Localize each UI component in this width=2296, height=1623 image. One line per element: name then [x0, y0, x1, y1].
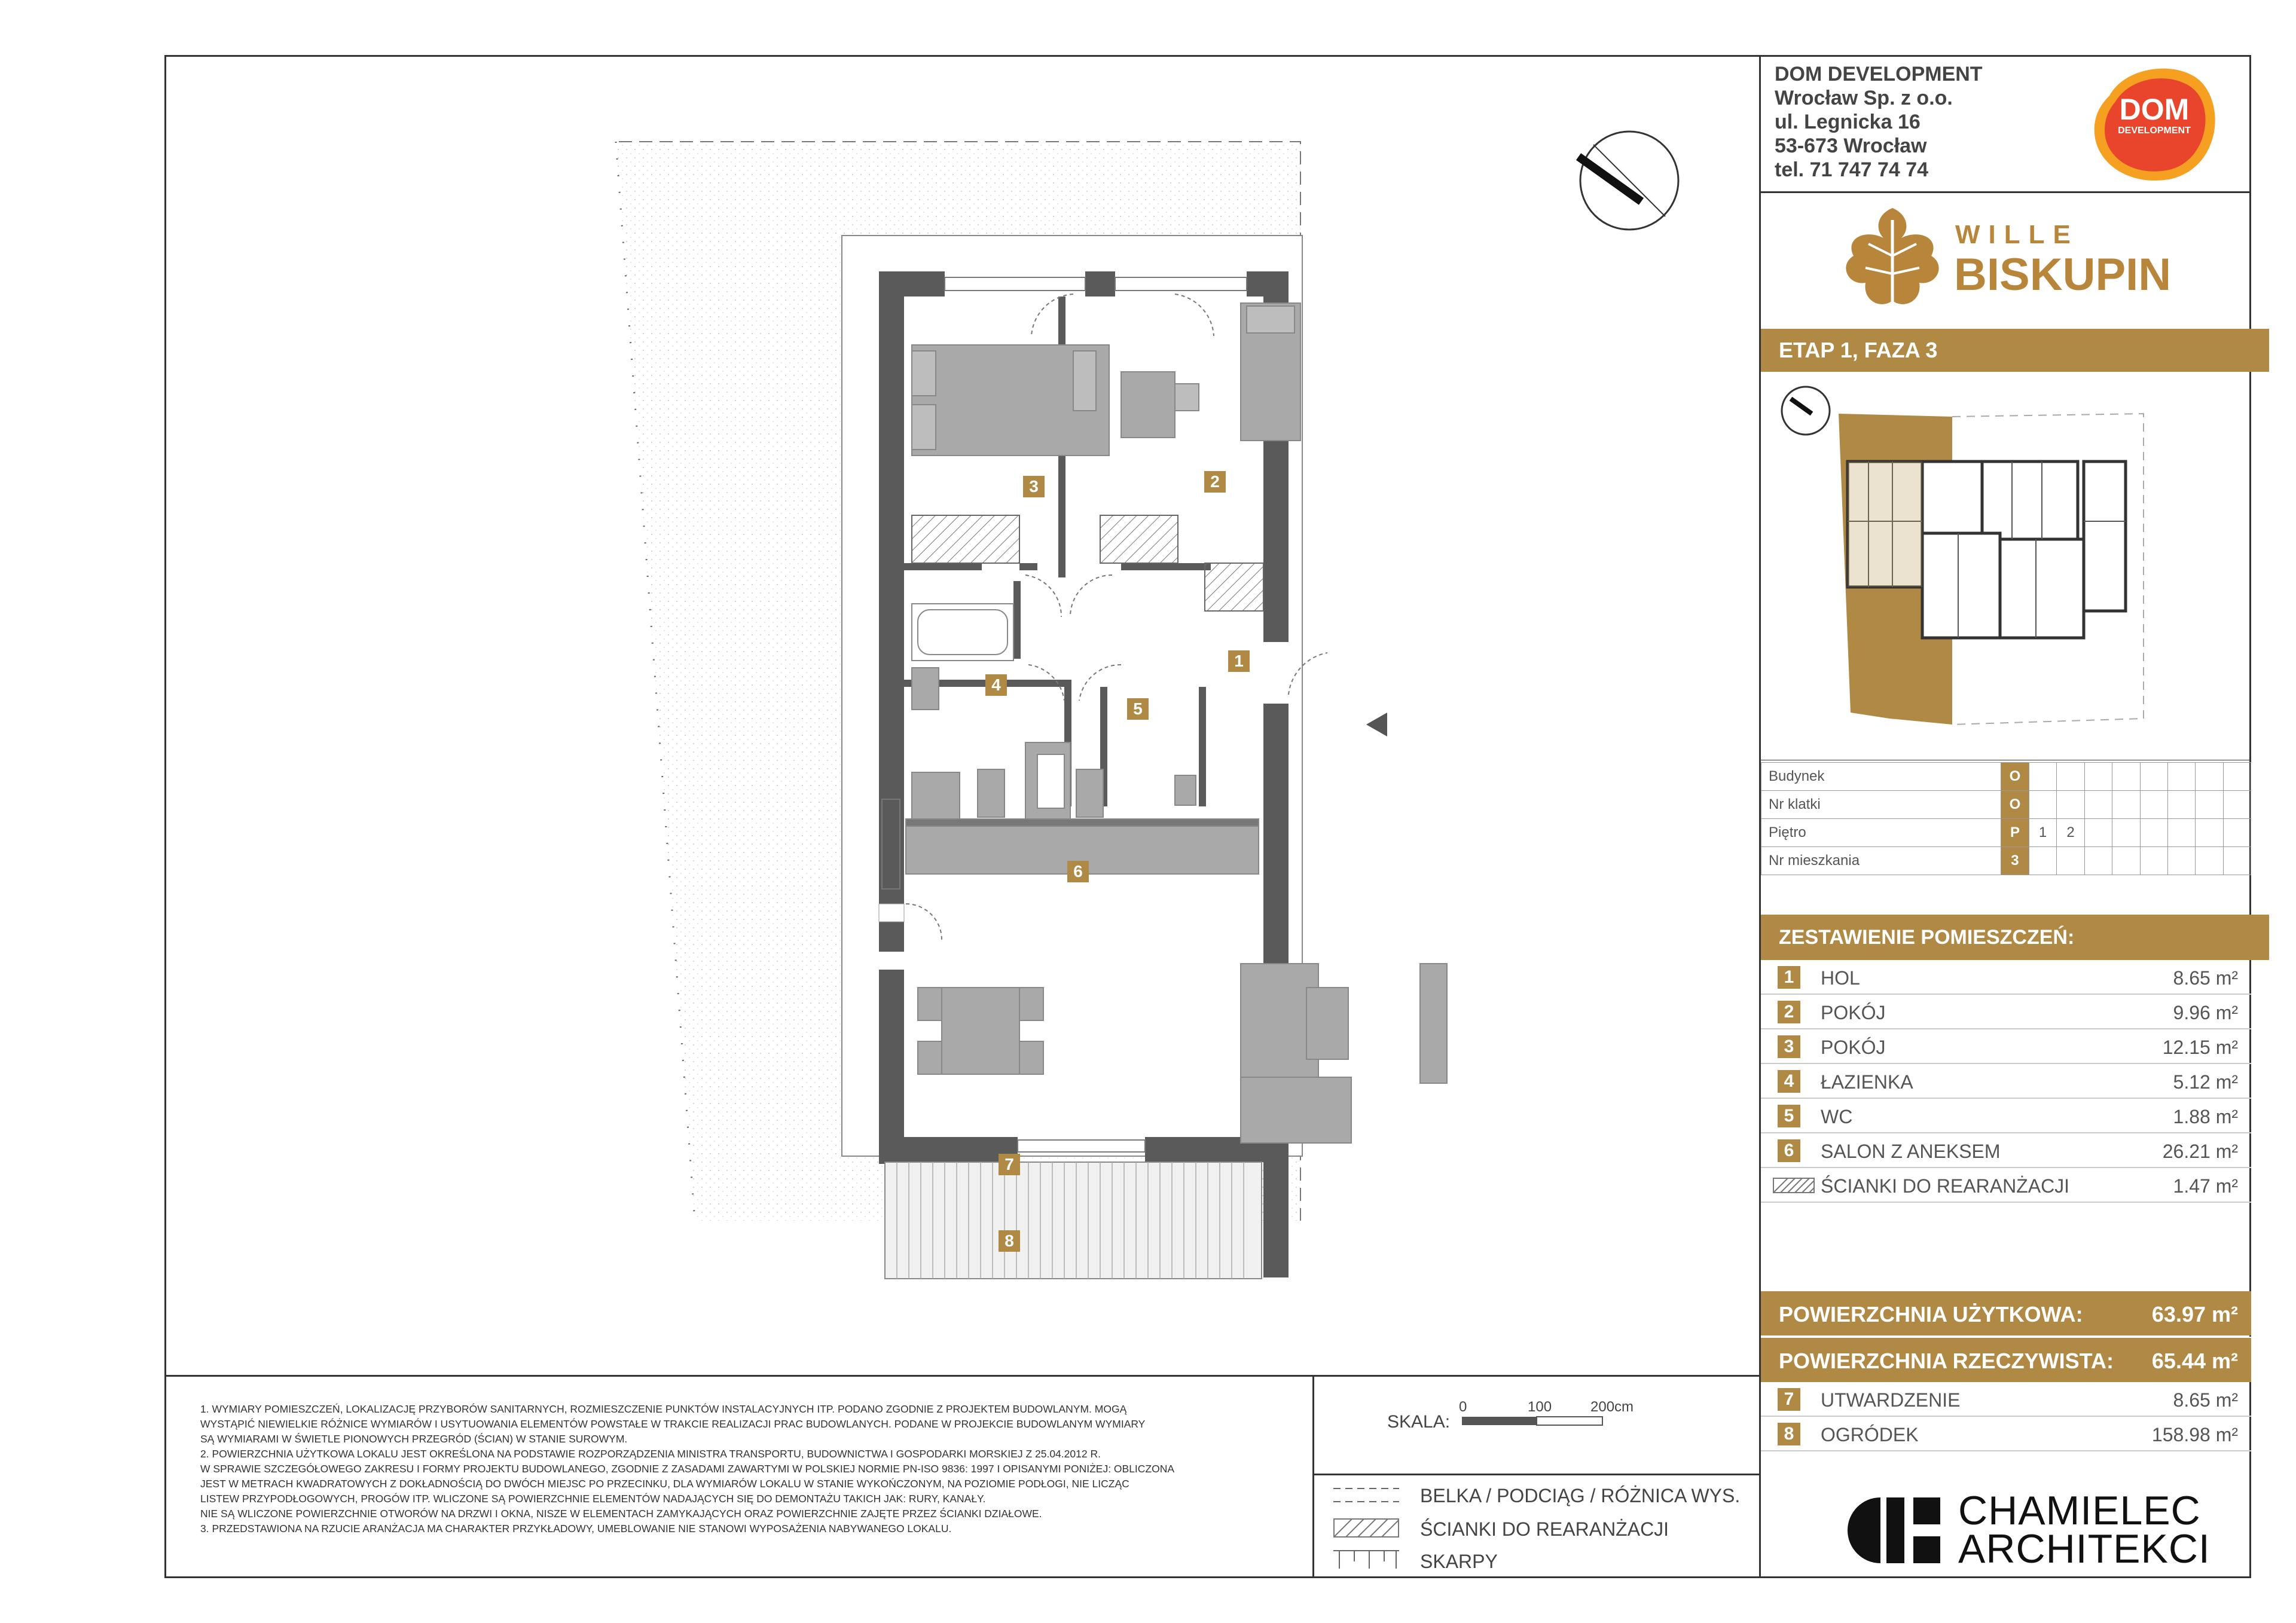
oak-leaf-icon — [1836, 196, 1949, 316]
room-row — [1761, 1168, 2251, 1203]
room-area: 1.47 m² — [2173, 1175, 2238, 1197]
room-name: POKÓJ — [1821, 1037, 1886, 1058]
note-line: WYSTĄPIĆ NIEWIELKIE RÓŻNICE WYMIARÓW I USYTUOWANIA ELEMENTÓW POWSTAŁE W TRAKCIE REALIZACJI PRAC BUDOWLANYCH. PODANE W PROJEKCIE BUDOWLANYM WYMIARY — [200, 1418, 1146, 1430]
room-row — [1761, 960, 2251, 995]
info-label-floor: Piętro — [1761, 819, 2001, 847]
room-number: 4 — [1778, 1070, 1800, 1093]
room-number: 1 — [1778, 966, 1800, 989]
company-address — [1775, 62, 1983, 182]
room-name: WC — [1821, 1106, 1853, 1127]
room-row — [1761, 1099, 2251, 1133]
plan-label-3: 3 — [1023, 476, 1045, 497]
legend-divider — [1312, 1375, 1314, 1578]
logo-development-text: DEVELOPMENT — [2118, 126, 2191, 136]
note-line: W SPRAWIE SZCZEGÓŁOWEGO ZAKRESU I FORMY PROJEKTU BUDOWLANEGO, ZGODNIE Z ZASADAMI ZAWARTYMI W POLSKIEJ NORMIE PN-ISO 9836: 1997 I OPISANYMI PONIŻEJ: OBLICZONA — [200, 1463, 1175, 1475]
room-row — [1761, 1133, 2251, 1168]
total-usable-area — [1761, 1291, 2251, 1335]
total-usable-label: POWIERZCHNIA UŻYTKOWA: — [1779, 1302, 2083, 1326]
company-phone: tel. 71 747 74 74 — [1775, 158, 1929, 181]
hatch-swatch-icon — [1773, 1178, 1815, 1193]
room-name: ŚCIANKI DO REARANŻACJI — [1821, 1175, 2070, 1197]
plan-label-4: 4 — [985, 674, 1007, 696]
extra-area: 158.98 m² — [2151, 1424, 2238, 1445]
info-floor-p: P — [2001, 819, 2029, 847]
note-line: NIE SĄ WLICZONE POWIERZCHNIE OTWORÓW NA DRZWI I OKNA, NISZE W ELEMENTACH ZAMYKAJĄCYCH ORAZ POWIERZCHNIE ZAJĘTE PRZEZ ŚCIANKI DZIAŁOWE. — [200, 1508, 1042, 1520]
legend-slope-text: SKARPY — [1420, 1551, 1498, 1572]
note-line: 3. PRZEDSTAWIONA NA RZUCIE ARANŻACJA MA CHARAKTER PRZYKŁADOWY, UMEBLOWANIE NIE STANOWI WYPOSAŻENIA NABYWANEGO LOKALU. — [200, 1523, 952, 1535]
info-label-stairwell: Nr klatki — [1761, 791, 2001, 819]
room-area: 1.88 m² — [2173, 1106, 2238, 1127]
room-area: 5.12 m² — [2173, 1071, 2238, 1093]
scale-bar — [1462, 1416, 1605, 1428]
note-line: 2. POWIERZCHNIA UŻYTKOWA LOKALU JEST OKREŚLONA NA PODSTAWIE ROZPORZĄDZENIA MINISTRA TRANSPORTU, BUDOWNICTWA I GOSPODARKI MORSKIEJ Z 25.04.2012 R. — [200, 1448, 1101, 1460]
note-line: SĄ WYMIARAMI W ŚWIETLE PIONOWYCH PRZEGRÓD (ŚCIAN) W STANIE SUROWYM. — [200, 1433, 628, 1445]
company-name: DOM DEVELOPMENT — [1775, 63, 1983, 85]
architect-line1: CHAMIELEC — [1958, 1488, 2201, 1533]
site-key-plan — [1761, 372, 2251, 760]
scale-tick-200: 200cm — [1590, 1399, 1634, 1415]
room-area: 8.65 m² — [2173, 967, 2238, 989]
extra-row — [1761, 1382, 2251, 1417]
plan-label-6: 6 — [1067, 861, 1089, 882]
building-info-grid — [1761, 762, 2251, 875]
extra-name: OGRÓDEK — [1821, 1424, 1919, 1445]
plan-label-8: 8 — [999, 1230, 1020, 1252]
extra-name: UTWARDZENIE — [1821, 1389, 1961, 1411]
compass-icon — [1578, 132, 1678, 230]
extra-number: 7 — [1778, 1388, 1800, 1411]
room-name: ŁAZIENKA — [1821, 1071, 1913, 1093]
room-area: 26.21 m² — [2162, 1141, 2238, 1162]
chamielec-logo-icon — [1845, 1494, 1964, 1566]
room-row — [1761, 1029, 2251, 1064]
company-street: ul. Legnicka 16 — [1775, 111, 1921, 133]
scale-label: SKALA: — [1387, 1412, 1451, 1432]
total-real-label: POWIERZCHNIA RZECZYWISTA: — [1779, 1349, 2114, 1373]
info-stairwell-value: O — [2001, 791, 2029, 819]
plan-label-7: 7 — [999, 1154, 1020, 1175]
legend-top-line — [1312, 1474, 1761, 1475]
hatch-icon — [1333, 1518, 1399, 1538]
dom-development-logo — [2086, 60, 2223, 185]
room-name: SALON Z ANEKSEM — [1821, 1141, 2001, 1162]
extra-row — [1761, 1417, 2251, 1451]
company-entity: Wrocław Sp. z o.o. — [1775, 87, 1953, 109]
logo-dom-text: DOM — [2119, 93, 2190, 126]
room-row — [1761, 1064, 2251, 1099]
room-number: 6 — [1778, 1139, 1800, 1162]
slope-icon — [1333, 1549, 1399, 1570]
info-floor-1: 1 — [2029, 819, 2057, 847]
plan-label-1: 1 — [1228, 650, 1250, 672]
info-apartment-value: 3 — [2001, 847, 2029, 875]
legend-beam-text: BELKA / PODCIĄG / RÓŻNICA WYS. — [1420, 1485, 1741, 1506]
room-number: 2 — [1778, 1001, 1800, 1023]
plan-label-5: 5 — [1127, 698, 1149, 720]
total-real-value: 65.44 m² — [2151, 1349, 2238, 1373]
room-row — [1761, 995, 2251, 1029]
header-divider — [1761, 191, 2251, 193]
info-label-building: Budynek — [1761, 763, 2001, 791]
dashed-line-icon — [1333, 1486, 1399, 1505]
room-number: 3 — [1778, 1035, 1800, 1058]
room-name: POKÓJ — [1821, 1002, 1886, 1023]
room-number: 5 — [1778, 1105, 1800, 1127]
floor-plan — [164, 55, 1760, 1375]
brand-line1: WILLE — [1955, 220, 2079, 249]
brand-line2: BISKUPIN — [1954, 249, 2172, 300]
total-real-area — [1761, 1337, 2251, 1382]
total-usable-value: 63.97 m² — [2151, 1302, 2238, 1326]
note-line: LISTEW PRZYPODŁOGOWYCH, PROGÓW ITP. WLICZONE SĄ POWIERZCHNIE ELEMENTÓW NADAJĄCYCH SIĘ DO DEMONTAŻU TAKICH JAK: RURY, KANAŁY. — [200, 1493, 986, 1505]
info-label-apartment: Nr mieszkania — [1761, 847, 2001, 875]
room-area: 12.15 m² — [2162, 1037, 2238, 1058]
scale-tick-100: 100 — [1528, 1399, 1552, 1415]
plan-label-2: 2 — [1204, 471, 1226, 493]
scale-tick-0: 0 — [1459, 1399, 1467, 1415]
room-area: 9.96 m² — [2173, 1002, 2238, 1023]
notes-block — [200, 1402, 1294, 1536]
extra-area: 8.65 m² — [2173, 1389, 2238, 1411]
mini-compass-icon — [1782, 387, 1830, 435]
stage-bar: ETAP 1, FAZA 3 — [1761, 329, 2269, 372]
entrance-arrow-icon — [1366, 713, 1387, 736]
extra-number: 8 — [1778, 1423, 1800, 1445]
room-name: HOL — [1821, 967, 1860, 989]
rooms-heading: ZESTAWIENIE POMIESZCZEŃ: — [1761, 915, 2269, 960]
note-line: 1. WYMIARY POMIESZCZEŃ, LOKALIZACJĘ PRZYBORÓW SANITARNYCH, ROZMIESZCZENIE PUNKTÓW INSTALACYJNYCH ITP. PODANO ZGODNIE Z PROJEKTEM BUDOWLANYM. MOGĄ — [200, 1403, 1127, 1415]
company-city: 53-673 Wrocław — [1775, 135, 1927, 157]
info-floor-2: 2 — [2057, 819, 2085, 847]
wille-biskupin-logo — [1836, 196, 2170, 322]
info-building-value: O — [2001, 763, 2029, 791]
notes-divider — [164, 1375, 1761, 1377]
architect-line2: ARCHITEKCI — [1958, 1526, 2210, 1572]
legend-hatch-text: ŚCIANKI DO REARANŻACJI — [1420, 1518, 1669, 1540]
note-line: JEST W METRACH KWADRATOWYCH Z DOKŁADNOŚCIĄ DO DWÓCH MIEJSC PO PRZECINKU, DLA WYMIARÓW LOKALU W STANIE WYKOŃCZONYM, NA POZIOMIE PODŁOGI, NIE LICZĄC — [200, 1478, 1129, 1490]
